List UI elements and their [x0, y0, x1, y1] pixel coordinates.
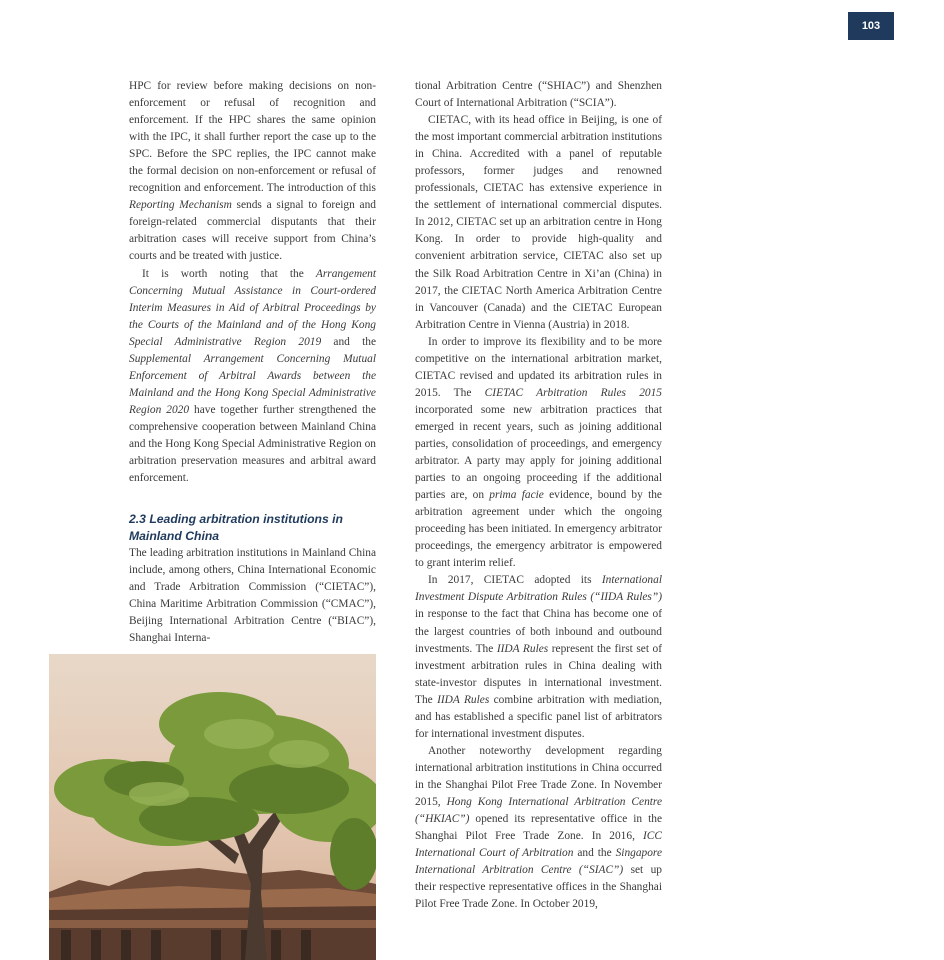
text-run: In order to improve its flexibility and to be more competitive on the international arbitration market, CIETAC revised and updated its arbitration rules in 2015. The	[415, 335, 662, 399]
italic-run: ICC International Court of Arbitration	[415, 830, 662, 860]
italic-run: Supplemental Arrangement Concerning Mutual Enforcement of Arbitral Awards between the Mainland and the Hong Kong Special Administrative Region 2020	[129, 352, 376, 416]
text-run: opened its representative office in the Shanghai Pilot Free Trade Zone. In 2016,	[415, 813, 662, 843]
tree-building-photo	[49, 654, 376, 960]
section-heading: 2.3 Leading arbitration institutions in Mainland China	[129, 512, 343, 544]
italic-run: CIETAC Arbitration Rules 2015	[484, 386, 662, 399]
text-run: combine arbitration with mediation, and has established a specific panel list of arbitrators for international investment disputes.	[415, 693, 662, 740]
italic-run: International Investment Dispute Arbitration Rules (“IIDA Rules”)	[415, 574, 662, 604]
italic-run: Singapore International Arbitration Centre (“SIAC”)	[415, 847, 662, 877]
right-paragraph-2: CIETAC, with its head office in Beijing, is one of the most important commercial arbitration institutions in China. Accredited with a panel of reputable professors, former judges and renowned professionals, CIETAC has extensive experience in the settlement of international commercial disputes. In 2012, CIETAC set up an arbitration centre in Hong Kong. In order to provide high-quality and convenient arbitration service, CIETAC also set up the Silk Road Arbitration Centre in Xi’an (China) in 2017, the CIETAC North America Arbitration Centre in Vancouver (Canada) and the CIETAC European Arbitration Centre in Vienna (Austria) in 2018.	[415, 114, 662, 331]
text-run: and the	[573, 847, 616, 860]
italic-run: Hong Kong International Arbitration Centre (“HKIAC”)	[415, 795, 662, 826]
right-paragraph-4	[415, 572, 662, 742]
photo-illustration	[49, 654, 376, 960]
right-column	[415, 78, 662, 960]
italic-run: IIDA Rules	[437, 693, 490, 706]
text-run: sends a signal to foreign and foreign-related commercial disputants that their arbitration cases will receive support from China’s courts and be treated with justice.	[129, 199, 376, 263]
text-run: set up their respective representative offices in the Shanghai Pilot Free Trade Zone. In October 2019,	[415, 864, 662, 911]
text-run: represent the first set of investment arbitration rules in China dealing with state-investor disputes in international investment. The	[415, 642, 662, 706]
italic-run: Arrangement Concerning Mutual Assistance in Court-ordered Interim Measures in Aid of Arbitral Proceedings by the Courts of the Mainland and of the Hong Kong Special Administrative Region 2019	[129, 267, 376, 348]
right-paragraph-1: tional Arbitration Centre (“SHIAC”) and Shenzhen Court of International Arbitration (“SCIA”).	[415, 80, 662, 110]
text-run: incorporated some new arbitration practices that emerged in recent years, such as joining additional parties, consolidation of proceedings, and emergency arbitrator. A party may apply for joining additional parties to an ongoing proceeding if the additional parties are, on	[415, 403, 662, 502]
left-paragraph-3: The leading arbitration institutions in Mainland China include, among others, China International Economic and Trade Arbitration Commission (“CIETAC”), China Maritime Arbitration Commission (“CMAC”), Beijing International Arbitration Centre (“BIAC”), Shanghai Interna-	[129, 547, 376, 645]
text-run: have together further strengthened the comprehensive cooperation between Mainland China and the Hong Kong Special Administrative Region on arbitration preservation measures and arbitral award enforcement.	[129, 403, 376, 485]
text-run: in response to the fact that China has become one of the largest countries of both inbound and outbound investments. The	[415, 608, 662, 655]
text-run: In 2017, CIETAC adopted its	[428, 574, 602, 587]
left-column	[129, 78, 376, 647]
page-number-badge	[848, 12, 894, 40]
left-paragraph-2	[129, 266, 376, 488]
italic-run: IIDA Rules	[496, 642, 549, 655]
page-number: 103	[861, 20, 881, 32]
text-run: HPC for review before making decisions on non-enforcement or refusal of recognition and enforcement. If the HPC shares the same opinion with the IPC, it shall further report the case up to the SPC. Before the SPC replies, the IPC cannot make the formal decision on non-enforcement or refusal of recognition and enforcement. The introduction of this	[129, 80, 376, 195]
italic-run: Reporting Mechanism	[129, 199, 232, 212]
text-run: Another noteworthy development regarding international arbitration institutions in China occurred in the Shanghai Pilot Free Trade Zone. In November 2015,	[415, 744, 662, 808]
text-run: and the	[321, 335, 376, 348]
right-paragraph-5	[415, 743, 662, 913]
right-paragraph-3	[415, 334, 662, 573]
left-paragraph-1	[129, 78, 376, 266]
text-run: It is worth noting that the	[142, 267, 316, 280]
text-run: evidence, bound by the arbitration agreement under which the ongoing proceeding has been initiated. In emergency arbitrator proceedings, the emergency arbitrator is empowered to grant interim relief.	[415, 489, 662, 570]
italic-run: prima facie	[489, 489, 544, 502]
